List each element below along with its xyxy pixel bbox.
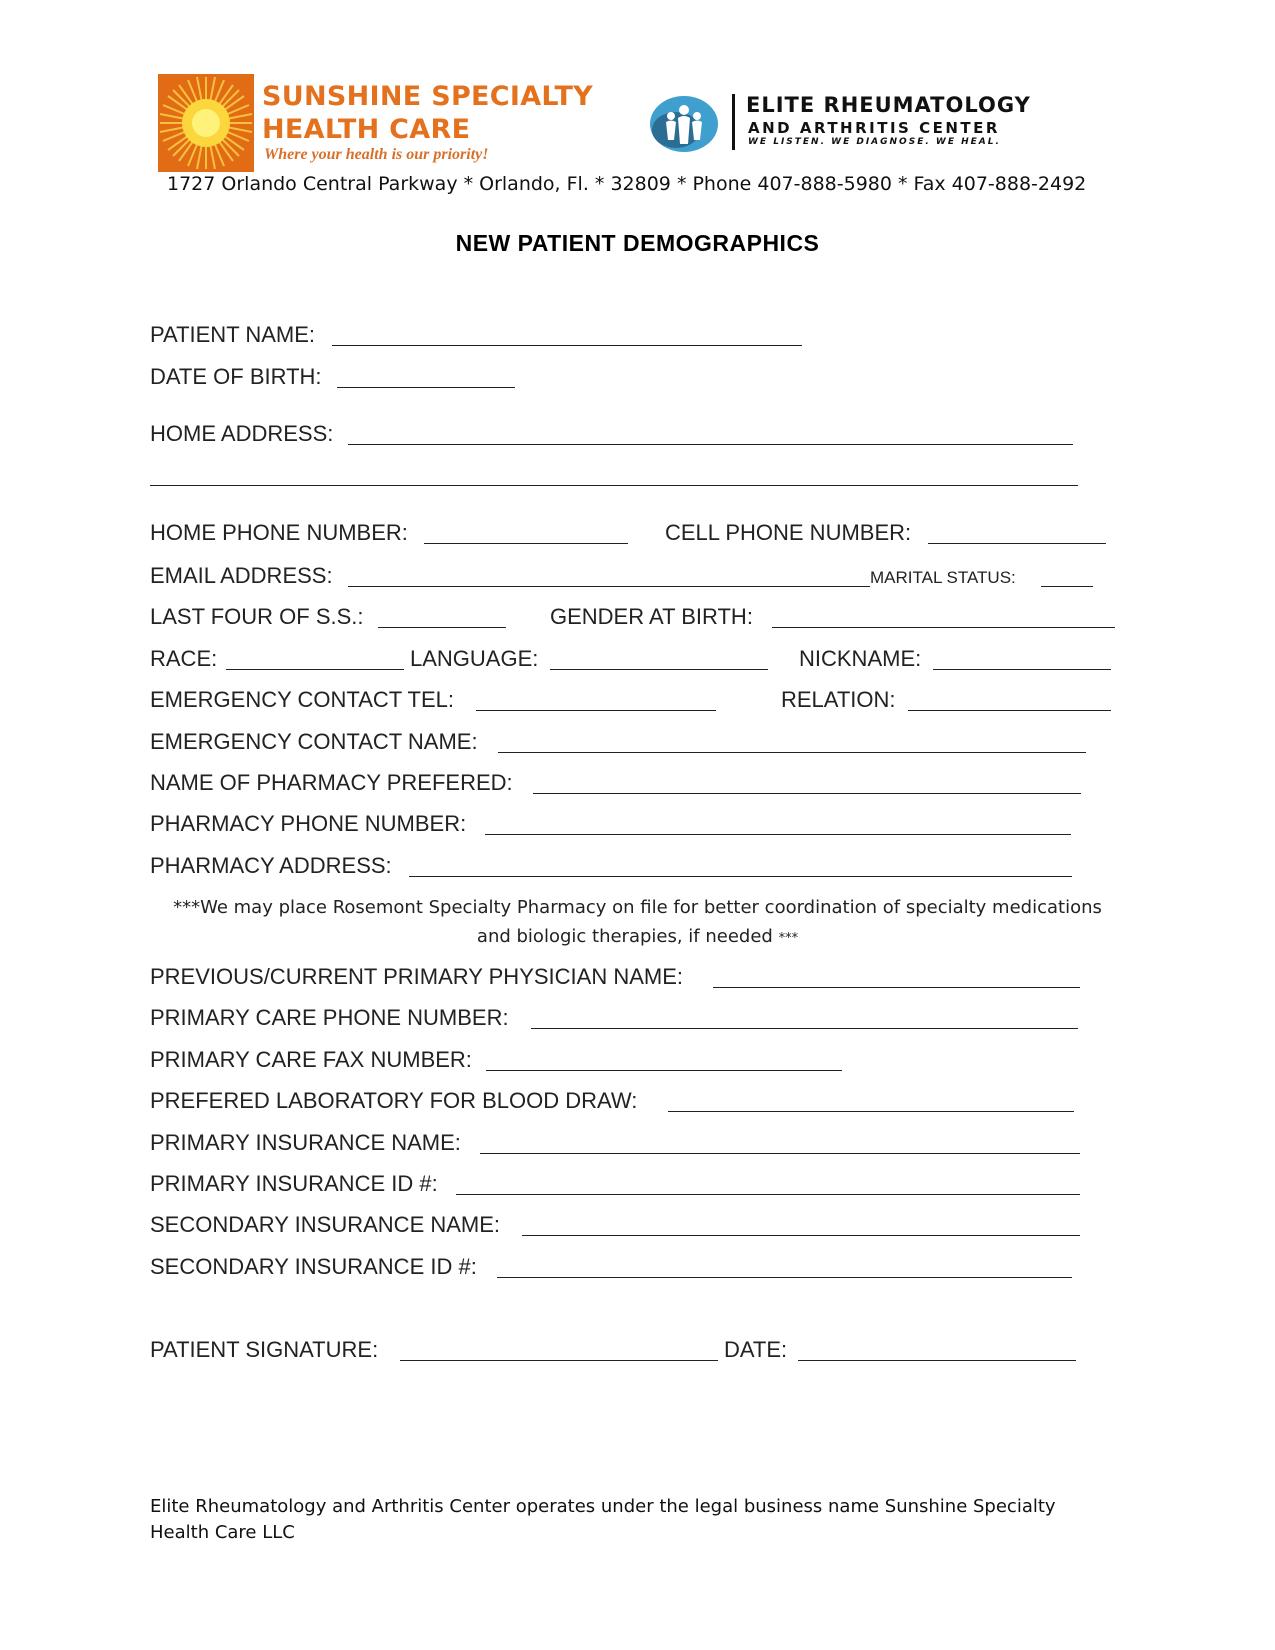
lab-field[interactable] — [668, 1111, 1074, 1112]
cell-phone-label: CELL PHONE NUMBER: — [665, 520, 912, 545]
dob-label: DATE OF BIRTH: — [150, 364, 322, 389]
signature-label: PATIENT SIGNATURE: — [150, 1337, 379, 1362]
marital-status-field[interactable] — [1041, 586, 1093, 587]
emergency-name-label: EMERGENCY CONTACT NAME: — [150, 729, 478, 754]
primary-insurance-id-label: PRIMARY INSURANCE ID #: — [150, 1171, 438, 1196]
pharmacy-note-line2: and biologic therapies, if needed *** — [476, 926, 799, 947]
pharmacy-address-label: PHARMACY ADDRESS: — [150, 853, 392, 878]
sun-logo — [158, 74, 254, 172]
pharmacy-phone-label: PHARMACY PHONE NUMBER: — [150, 811, 467, 836]
dob-field[interactable] — [337, 387, 515, 388]
brand-name-right: ELITE RHEUMATOLOGY — [746, 93, 1031, 117]
cell-phone-field[interactable] — [928, 543, 1106, 544]
language-label: LANGUAGE: — [410, 646, 539, 671]
lab-label: PREFERED LABORATORY FOR BLOOD DRAW: — [150, 1088, 638, 1113]
pharmacy-note — [0, 893, 1275, 953]
pcp-name-label: PREVIOUS/CURRENT PRIMARY PHYSICIAN NAME: — [150, 964, 683, 989]
ssn-last-four-label: LAST FOUR OF S.S.: — [150, 604, 364, 629]
pharmacy-name-label: NAME OF PHARMACY PREFERED: — [150, 770, 513, 795]
secondary-insurance-id-label: SECONDARY INSURANCE ID #: — [150, 1254, 477, 1279]
gender-field[interactable] — [772, 627, 1115, 628]
secondary-insurance-name-field[interactable] — [522, 1235, 1080, 1236]
ssn-last-four-field[interactable] — [378, 627, 506, 628]
pharmacy-phone-field[interactable] — [485, 834, 1071, 835]
nickname-field[interactable] — [933, 669, 1111, 670]
date-label: DATE: — [724, 1337, 788, 1362]
race-field[interactable] — [226, 669, 404, 670]
pharmacy-name-field[interactable] — [533, 793, 1081, 794]
race-label: RACE: — [150, 646, 218, 671]
email-field[interactable] — [348, 586, 870, 587]
legal-footer: Elite Rheumatology and Arthritis Center operates under the legal business name Sunshine Specialty Health Care LLC — [150, 1496, 1056, 1543]
sun-icon — [158, 74, 254, 172]
brand-name-left: SUNSHINE SPECIALTY HEALTH CARE — [262, 81, 594, 145]
elite-logo — [648, 94, 720, 154]
pcp-phone-field[interactable] — [531, 1028, 1078, 1029]
patient-name-label: PATIENT NAME: — [150, 322, 316, 347]
primary-insurance-id-field[interactable] — [456, 1194, 1080, 1195]
relation-field[interactable] — [908, 710, 1111, 711]
marital-status-label: MARITAL STATUS: — [870, 568, 1016, 587]
emergency-tel-label: EMERGENCY CONTACT TEL: — [150, 687, 454, 712]
secondary-insurance-name-label: SECONDARY INSURANCE NAME: — [150, 1212, 501, 1237]
logo-divider — [732, 94, 735, 150]
home-address-label: HOME ADDRESS: — [150, 421, 334, 446]
secondary-insurance-id-field[interactable] — [497, 1277, 1072, 1278]
home-phone-field[interactable] — [424, 543, 628, 544]
relation-label: RELATION: — [781, 687, 896, 712]
date-field[interactable] — [798, 1360, 1076, 1361]
language-field[interactable] — [550, 669, 768, 670]
pharmacy-address-field[interactable] — [409, 876, 1072, 877]
brand-subname-right: AND ARTHRITIS CENTER — [748, 119, 1000, 137]
home-phone-label: HOME PHONE NUMBER: — [150, 520, 408, 545]
pcp-fax-label: PRIMARY CARE FAX NUMBER: — [150, 1047, 472, 1072]
home-address-field[interactable] — [348, 444, 1073, 445]
primary-insurance-name-field[interactable] — [480, 1153, 1080, 1154]
clinic-address: 1727 Orlando Central Parkway * Orlando, Fl. * 32809 * Phone 407-888-5980 * Fax 407-888-2492 — [167, 173, 1087, 195]
gender-label: GENDER AT BIRTH: — [550, 604, 753, 629]
primary-insurance-name-label: PRIMARY INSURANCE NAME: — [150, 1130, 461, 1155]
emergency-tel-field[interactable] — [476, 710, 716, 711]
pcp-name-field[interactable] — [713, 987, 1080, 988]
form-title: NEW PATIENT DEMOGRAPHICS — [455, 230, 820, 256]
signature-field[interactable] — [400, 1360, 718, 1361]
people-circle-icon — [648, 94, 720, 154]
pharmacy-note-line1: ***We may place Rosemont Specialty Pharmacy on file for better coordination of specialty medications — [173, 897, 1102, 918]
pcp-phone-label: PRIMARY CARE PHONE NUMBER: — [150, 1005, 509, 1030]
nickname-label: NICKNAME: — [799, 646, 922, 671]
home-address-line2-field[interactable] — [150, 485, 1078, 486]
brand-tagline-right: WE LISTEN. WE DIAGNOSE. WE HEAL. — [748, 137, 1001, 147]
emergency-name-field[interactable] — [498, 752, 1086, 753]
email-label: EMAIL ADDRESS: — [150, 563, 333, 588]
pcp-fax-field[interactable] — [486, 1070, 842, 1071]
patient-name-field[interactable] — [332, 345, 802, 346]
brand-tagline-left: Where your health is our priority! — [264, 146, 489, 163]
